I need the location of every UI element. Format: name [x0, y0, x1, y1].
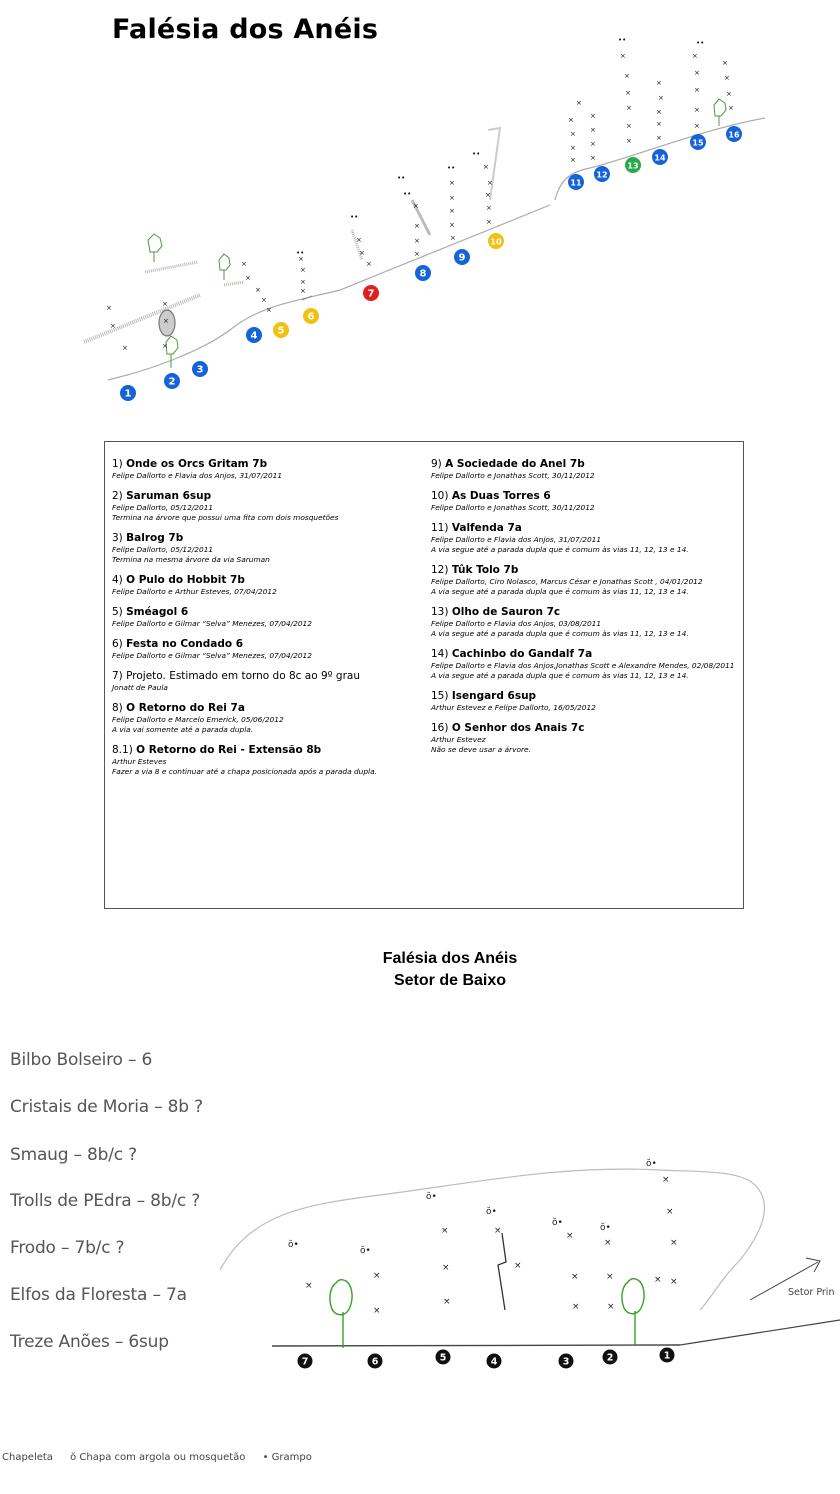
route-marker-label: 15: [692, 138, 704, 148]
route-name: O Senhor dos Anais: [451, 722, 568, 734]
bolt-mark: ×: [514, 1261, 522, 1271]
route-name: Balrog: [126, 532, 165, 544]
anchor-mark: ŏ•: [360, 1246, 371, 1256]
route-name: Tûk Tolo: [451, 564, 500, 576]
bolt-mark: ×: [300, 278, 306, 286]
anchor-mark: ••: [403, 190, 412, 198]
bolt-mark: ×: [576, 99, 582, 107]
route-note: Arthur Estevez: [431, 735, 486, 744]
sector-title-line1: Falésia dos Anéis: [382, 950, 518, 967]
bolt-mark: ×: [566, 1231, 574, 1241]
bolt-mark: ×: [722, 59, 728, 67]
bolt-mark: ×: [442, 1263, 450, 1273]
bolt-mark: ×: [728, 104, 734, 112]
bolt-mark: ×: [692, 52, 698, 60]
bolt-mark: ×: [266, 306, 272, 314]
route-number: 6): [112, 638, 123, 650]
key-grampo: • Grampo: [262, 1452, 312, 1463]
route-note: Felipe Dallorto e Marcelo Emerick, 05/06/2012: [112, 715, 284, 724]
lower-marker-label: 7: [301, 1356, 309, 1368]
route-note: Arthur Estevez e Felipe Dallorto, 16/05/2012: [431, 703, 596, 712]
route-note: Felipe Dallorto e Flavia dos Anjos, 31/07/2011: [431, 535, 602, 544]
lower-marker-label: 5: [439, 1352, 447, 1364]
route-name: As Duas Torres: [451, 490, 540, 502]
bolt-mark: ×: [441, 1226, 449, 1236]
bolt-mark: ×: [162, 300, 168, 308]
route-note: Felipe Dallorto e Gilmar “Selva” Menezes, 07/04/2012: [112, 651, 312, 660]
route-marker-label: 6: [307, 311, 315, 323]
bolt-mark: ×: [694, 86, 700, 94]
route-number: 11): [431, 522, 449, 534]
bolt-mark: ×: [300, 287, 306, 295]
route-marker-label: 5: [277, 325, 285, 337]
route-number: 16): [431, 722, 449, 734]
route-marker-label: 8: [419, 268, 427, 280]
lower-route-item: Trolls de PEdra – 8b/c ?: [10, 1191, 201, 1211]
anchor-mark: ŏ•: [646, 1159, 657, 1169]
bolt-mark: ×: [626, 104, 632, 112]
lower-marker-2: [603, 1350, 618, 1365]
route-grade: 7b: [230, 574, 245, 586]
bolt-mark: ×: [604, 1238, 612, 1248]
bolt-mark: ×: [590, 112, 596, 120]
route-marker-label: 16: [728, 130, 740, 140]
route-name: Isengard: [451, 690, 504, 702]
route-grade: 7a: [230, 702, 245, 714]
route-note: Felipe Dallorto, Ciro Nolasco, Marcus César e Jonathas Scott , 04/01/2012: [431, 577, 703, 586]
lower-marker-1: [660, 1348, 675, 1363]
bolt-mark: ×: [449, 207, 455, 215]
route-note: Felipe Dallorto e Arthur Esteves, 07/04/2012: [112, 587, 277, 596]
bolt-mark: ×: [162, 342, 168, 350]
bolt-mark: ×: [245, 274, 251, 282]
anchor-mark: ••: [350, 213, 359, 221]
map-key: [2, 1452, 326, 1463]
bolt-mark: ×: [414, 237, 420, 245]
bolt-mark: ×: [483, 163, 489, 171]
lower-marker-label: 6: [371, 1356, 379, 1368]
anchor-mark: ••: [397, 174, 406, 182]
bolt-mark: ×: [658, 94, 664, 102]
route-name: Projeto. Estimado em torno do 8c ao 9º grau: [126, 670, 360, 682]
route-marker-label: 4: [250, 330, 258, 342]
route-note: A via segue até a parada dupla que é comum às vias 11, 12, 13 e 14.: [431, 545, 689, 554]
route-marker-label: 12: [596, 170, 608, 180]
route-grade: 6sup: [182, 490, 212, 502]
bolt-mark: ×: [570, 144, 576, 152]
bolt-mark: ×: [606, 1272, 614, 1282]
lower-route-item: Elfos da Floresta – 7a: [10, 1285, 187, 1305]
route-number: 13): [431, 606, 449, 618]
route-note: Felipe Dallorto e Jonathas Scott, 30/11/2012: [431, 503, 595, 512]
route-note: Felipe Dallorto e Jonathas Scott, 30/11/2012: [431, 471, 595, 480]
bolt-mark: ×: [449, 179, 455, 187]
route-name: O Retorno do Rei - Extensão: [136, 744, 303, 756]
bolt-mark: ×: [694, 69, 700, 77]
lower-marker-label: 1: [663, 1350, 671, 1362]
route-marker-label: 7: [367, 288, 375, 300]
bolt-mark: ×: [662, 1175, 670, 1185]
bolt-mark: ×: [494, 1226, 502, 1236]
route-number: 4): [112, 574, 123, 586]
bolt-mark: ×: [486, 204, 492, 212]
bolt-mark: ×: [449, 194, 455, 202]
anchor-mark: ŏ•: [600, 1223, 611, 1233]
route-marker-label: 10: [490, 237, 502, 247]
lower-marker-label: 3: [562, 1356, 570, 1368]
bolt-mark: ×: [590, 140, 596, 148]
route-number: 15): [431, 690, 449, 702]
bolt-mark: ×: [414, 222, 420, 230]
anchor-mark: ••: [296, 249, 305, 257]
route-number: 9): [431, 458, 442, 470]
bolt-mark: ×: [626, 122, 632, 130]
lower-marker-7: [298, 1354, 313, 1369]
route-name: Cachinbo do Gandalf: [451, 648, 575, 660]
anchor-mark: ••: [472, 150, 481, 158]
route-grade: 7b: [168, 532, 184, 544]
route-name: Saruman: [126, 490, 179, 502]
route-grade: 6sup: [507, 690, 537, 702]
lower-route-item: Treze Anões – 6sup: [10, 1332, 169, 1352]
route-note: Jonatt de Paula: [112, 683, 168, 692]
route-marker-label: 11: [570, 178, 582, 188]
bolt-mark: ×: [694, 106, 700, 114]
bolt-mark: ×: [305, 1281, 313, 1291]
anchor-mark: ••: [696, 39, 705, 47]
route-name: Olho de Sauron: [451, 606, 543, 618]
route-grade: 6: [180, 606, 189, 618]
route-name: Sméagol: [126, 606, 178, 618]
bolt-mark: ×: [607, 1302, 615, 1312]
bolt-mark: ×: [487, 179, 493, 187]
key-chapa: ŏ Chapa com argola ou mosquetão: [70, 1452, 246, 1463]
route-marker-label: 14: [654, 153, 666, 163]
route-grade: 7b: [503, 564, 519, 576]
bolt-mark: ×: [261, 296, 267, 304]
bolt-mark: ×: [654, 1275, 662, 1285]
lower-marker-label: 2: [606, 1352, 614, 1364]
bolt-mark: ×: [572, 1302, 580, 1312]
bolt-mark: ×: [656, 120, 662, 128]
route-name: O Retorno do Rei: [126, 702, 227, 714]
bolt-mark: ×: [694, 122, 700, 130]
bolt-mark: ×: [590, 154, 596, 162]
route-note: Felipe Dallorto e Gilmar “Selva” Menezes, 07/04/2012: [112, 619, 312, 628]
route-marker-label: 13: [627, 161, 639, 171]
bolt-mark: ×: [485, 191, 491, 199]
bolt-mark: ×: [450, 234, 456, 242]
bolt-mark: ×: [443, 1297, 451, 1307]
lower-route-item: Cristais de Moria – 8b ?: [10, 1097, 203, 1117]
route-marker-label: 1: [124, 388, 132, 400]
bolt-mark: ×: [724, 74, 730, 82]
bolt-mark: ×: [373, 1271, 381, 1281]
bolt-mark: ×: [366, 260, 372, 268]
bolt-mark: ×: [656, 134, 662, 142]
bolt-mark: ×: [571, 1272, 579, 1282]
bolt-mark: ×: [413, 202, 419, 210]
bolt-mark: ×: [568, 116, 574, 124]
route-number: 5): [112, 606, 123, 618]
bolt-mark: ×: [359, 249, 365, 257]
anchor-mark: ••: [447, 164, 456, 172]
key-chapeleta: Chapeleta: [2, 1452, 53, 1463]
route-number: 2): [112, 490, 123, 502]
lower-marker-4: [487, 1354, 502, 1369]
route-number: 8): [112, 702, 123, 714]
route-name: Onde os Orcs Gritam: [126, 458, 249, 470]
route-note: Fazer a via 8 e continuar até a chapa posicionada após a parada dupla.: [112, 767, 377, 776]
route-marker-label: 2: [168, 376, 176, 388]
route-grade: 7a: [507, 522, 522, 534]
bolt-mark: ×: [726, 90, 732, 98]
bolt-mark: ×: [414, 250, 420, 258]
route-grade: 7c: [570, 722, 585, 734]
route-marker-label: 9: [458, 252, 466, 264]
anchor-mark: ŏ•: [426, 1192, 437, 1202]
route-note: Felipe Dallorto e Flavia dos Anjos, 03/08/2011: [431, 619, 602, 628]
route-marker-label: 3: [196, 364, 204, 376]
route-note: Felipe Dallorto e Flavia dos Anjos, 31/07/2011: [112, 471, 283, 480]
bolt-mark: ×: [624, 72, 630, 80]
bolt-mark: ×: [298, 255, 304, 263]
anchor-mark: ••: [618, 36, 627, 44]
route-note: Felipe Dallorto, 05/12/2011: [112, 503, 214, 512]
route-note: Felipe Dallorto e Flavia dos Anjos,Jonathas Scott e Alexandre Mendes, 02/08/2011: [431, 661, 735, 670]
route-note: A via segue até a parada dupla que é comum às vias 11, 12, 13 e 14.: [431, 671, 689, 680]
bolt-mark: ×: [590, 126, 596, 134]
bolt-mark: ×: [670, 1277, 678, 1287]
route-grade: 8b: [306, 744, 322, 756]
route-number: 14): [431, 648, 449, 660]
bolt-mark: ×: [106, 304, 112, 312]
route-grade: 7c: [546, 606, 561, 618]
bolt-mark: ×: [656, 79, 662, 87]
lower-route-item: Smaug – 8b/c ?: [10, 1145, 137, 1165]
anchor-mark: ŏ•: [552, 1218, 563, 1228]
route-note: Termina na árvore que possui uma fita com dois mosquetões: [112, 513, 339, 522]
route-grade: 7b: [569, 458, 585, 470]
bolt-mark: ×: [625, 89, 631, 97]
lower-route-item: Frodo – 7b/c ?: [10, 1238, 125, 1258]
bolt-mark: ×: [300, 266, 306, 274]
bolt-mark: ×: [670, 1238, 678, 1248]
route-name: O Pulo do Hobbit: [126, 574, 227, 586]
tree-icon: [330, 1280, 352, 1348]
route-number: 7): [112, 670, 123, 682]
route-number: 8.1): [112, 744, 133, 756]
route-note: A via segue até a parada dupla que é comum às vias 11, 12, 13 e 14.: [431, 587, 689, 596]
route-number: 12): [431, 564, 449, 576]
route-grade: 6: [235, 638, 244, 650]
bolt-mark: ×: [255, 286, 261, 294]
tree-icon: [622, 1279, 644, 1345]
route-number: 3): [112, 532, 123, 544]
bolt-mark: ×: [122, 344, 128, 352]
bolt-mark: ×: [449, 221, 455, 229]
lower-marker-3: [559, 1354, 574, 1369]
route-number: 1): [112, 458, 123, 470]
lower-route-item: Bilbo Bolseiro – 6: [10, 1050, 153, 1070]
bolt-mark: ×: [626, 137, 632, 145]
route-name: Valfenda: [451, 522, 504, 534]
route-note: Termina na mesma árvore da via Saruman: [112, 555, 270, 564]
setor-principal-label: Setor Prin: [788, 1287, 835, 1298]
lower-marker-6: [368, 1354, 383, 1369]
lower-marker-5: [436, 1350, 451, 1365]
bolt-mark: ×: [486, 218, 492, 226]
bolt-mark: ×: [373, 1306, 381, 1316]
bolt-mark: ×: [356, 236, 362, 244]
bolt-mark: ×: [110, 322, 116, 330]
bolt-mark: ×: [666, 1207, 674, 1217]
route-name: Festa no Condado: [126, 638, 233, 650]
bolt-mark: ×: [570, 130, 576, 138]
bolt-mark: ×: [241, 260, 247, 268]
route-note: A via vai somente até a parada dupla.: [112, 725, 254, 734]
route-grade: 7b: [252, 458, 268, 470]
route-number: 10): [431, 490, 449, 502]
page-title: Falésia dos Anéis: [112, 14, 379, 45]
sector-title-line2: Setor de Baixo: [393, 972, 507, 989]
route-grade: 6: [543, 490, 551, 502]
route-note: A via segue até a parada dupla que é comum às vias 11, 12, 13 e 14.: [431, 629, 689, 638]
anchor-mark: ŏ•: [288, 1240, 299, 1250]
route-grade: 7a: [577, 648, 593, 660]
route-note: Arthur Esteves: [112, 757, 167, 766]
bolt-mark: ×: [620, 52, 626, 60]
route-name: A Sociedade do Anel: [445, 458, 567, 470]
route-note: Não se deve usar a árvore.: [431, 745, 531, 754]
anchor-mark: ŏ•: [486, 1207, 497, 1217]
bolt-mark: ×: [656, 108, 662, 116]
lower-marker-label: 4: [490, 1356, 498, 1368]
bolt-mark: ×: [163, 317, 169, 325]
bolt-mark: ×: [570, 156, 576, 164]
route-note: Felipe Dallorto, 05/12/2011: [112, 545, 214, 554]
